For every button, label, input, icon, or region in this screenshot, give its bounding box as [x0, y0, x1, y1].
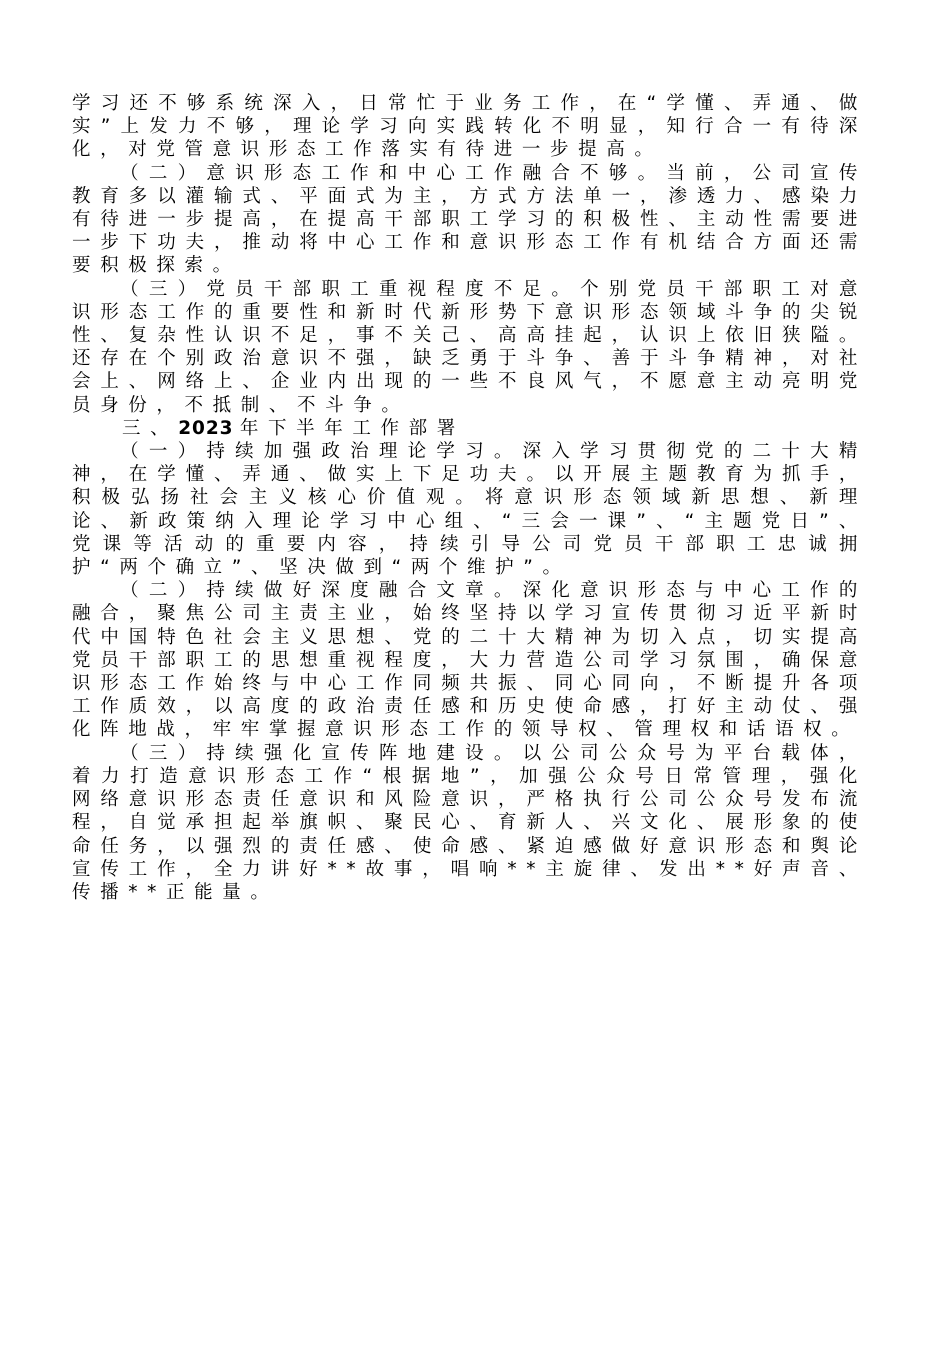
paragraph-publicity-position: （三）持续强化宣传阵地建设。以公司公众号为平台载体，着力打造意识形态工作“根据地”，加强公众号日常管理，强化网络意识形态责任意识和风险意识，严格执行公司公众号发布流程，自觉承担起举旗帜、聚民心、育新人、兴文化、展形象的使命任务，以强烈的责任感、使命感、紧迫感做好意识形态和舆论宣传工作，全力讲好**故事，唱响**主旋律、发出**好声音、传播**正能量。: [72, 742, 867, 903]
paragraph-integration-shortfall: （二）意识形态工作和中心工作融合不够。当前，公司宣传教育多以灌输式、平面式为主，方式方法单一，渗透力、感染力有待进一步提高，在提高干部职工学习的积极性、主动性需要进一步下功夫，推动将中心工作和意识形态工作有机结合方面还需要积极探索。: [72, 162, 867, 277]
section-heading-year: 2023: [178, 417, 234, 439]
section-heading-prefix: 三、: [122, 417, 179, 439]
section-heading-rest: 年下半年工作部署: [239, 417, 465, 439]
section-heading: [72, 417, 867, 440]
paragraph-theory-study: （一）持续加强政治理论学习。深入学习贯彻党的二十大精神，在学懂、弄通、做实上下足功夫。以开展主题教育为抓手，积极弘扬社会主义核心价值观。将意识形态领域新思想、新理论、新政策纳入理论学习中心组、“三会一课”、“主题党日”、党课等活动的重要内容，持续引导公司党员干部职工忠诚拥护“两个确立”、坚决做到“两个维护”。: [72, 441, 867, 579]
document-page: [72, 92, 867, 904]
paragraph-study-shortfall: 学习还不够系统深入，日常忙于业务工作，在“学懂、弄通、做实”上发力不够，理论学习向实践转化不明显，知行合一有待深化，对党管意识形态工作落实有待进一步提高。: [72, 93, 867, 161]
paragraph-attention-shortfall: （三）党员干部职工重视程度不足。个别党员干部职工对意识形态工作的重要性和新时代新形势下意识形态领域斗争的尖锐性、复杂性认识不足，事不关己、高高挂起，认识上依旧狭隘。还存在个别政治意识不强，缺乏勇于斗争、善于斗争精神，对社会上、网络上、企业内出现的一些不良风气，不愿意主动亮明党员身份，不抵制、不斗争。: [72, 278, 867, 416]
paragraph-deep-integration: （二）持续做好深度融合文章。深化意识形态与中心工作的融合，聚焦公司主责主业，始终坚持以学习宣传贯彻习近平新时代中国特色社会主义思想、党的二十大精神为切入点，切实提高党员干部职工的思想重视程度，大力营造公司学习氛围，确保意识形态工作始终与中心工作同频共振、同心同向，不断提升各项工作质效，以高度的政治责任感和历史使命感，打好主动仗、强化阵地战，牢牢掌握意识形态工作的领导权、管理权和话语权。: [72, 580, 867, 741]
